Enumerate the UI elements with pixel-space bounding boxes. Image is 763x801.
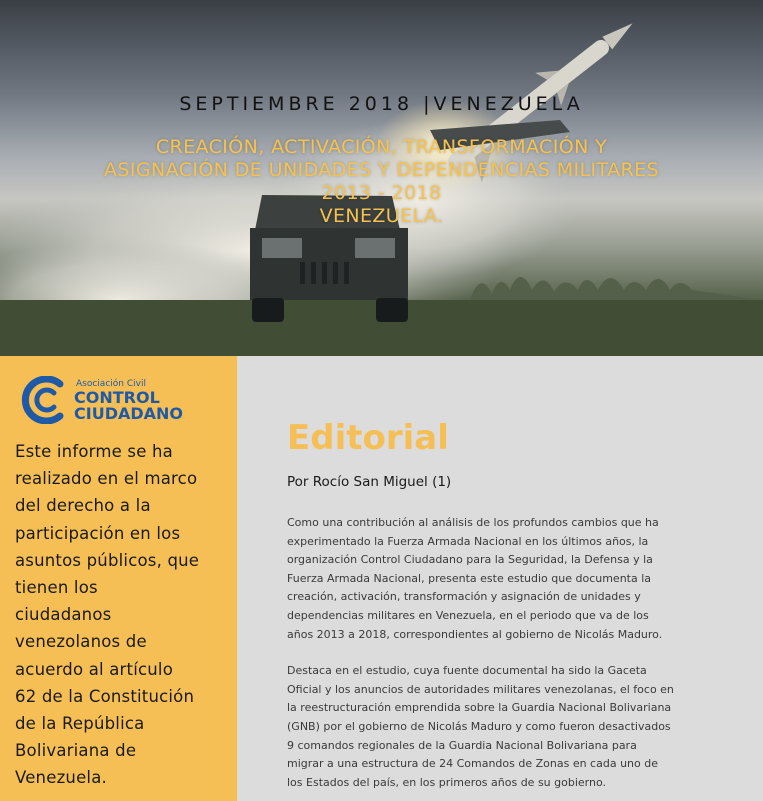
hero-dateline: SEPTIEMBRE 2018 |VENEZUELA <box>179 93 584 115</box>
intro-line: Este informe se ha <box>15 442 173 461</box>
report-title-line: 2013 - 2018 <box>321 182 442 204</box>
organization-logo <box>20 376 220 424</box>
tree-line <box>470 277 763 300</box>
body-line: 9 comandos regionales de la Guardia Nacional Bolivariana para <box>287 738 637 752</box>
intro-line: Bolivariana de <box>15 741 137 761</box>
hero-photo <box>0 0 763 356</box>
editorial-paragraph <box>287 662 749 792</box>
intro-line: de la República <box>15 714 145 734</box>
editorial-paragraph <box>287 514 749 644</box>
logo-name <box>74 390 183 422</box>
report-title <box>0 136 763 228</box>
body-line: (GNB) por el gobierno de Nicolás Maduro y como fueron desactivados <box>287 719 671 733</box>
report-title-line: CREACIÓN, ACTIVACIÓN, TRANSFORMACIÓN Y <box>155 136 608 158</box>
intro-line: del derecho a la <box>15 496 151 516</box>
logo-name-line: CONTROL <box>74 388 160 407</box>
body-line: Oficial y los anuncios de autoridades militares venezolanas, el foco en <box>287 682 674 696</box>
body-line: experimentado la Fuerza Armada Nacional en los últimos años, la <box>287 534 649 548</box>
body-line: dependencias militares en Venezuela, en el periodo que va de los <box>287 608 649 622</box>
control-ciudadano-c-icon <box>20 376 70 424</box>
intro-text <box>15 438 230 792</box>
body-line: los Estados del país, en los primeros años de su gobierno. <box>287 775 606 789</box>
body-line: Destaca en el estudio, cuya fuente documental ha sido la Gaceta <box>287 664 647 678</box>
intro-line: asuntos públicos, que <box>15 550 200 570</box>
body-line: Fuerza Armada Nacional, presenta este estudio que documenta la <box>287 571 652 585</box>
intro-line: tienen los <box>15 578 98 598</box>
author-byline: Por Rocío San Miguel (1) <box>287 474 452 490</box>
intro-line: 62 de la Constitución <box>15 686 195 706</box>
intro-line: participación en los <box>15 523 181 543</box>
report-title-line: VENEZUELA. <box>319 205 444 227</box>
intro-line: Venezuela. <box>15 768 107 788</box>
editorial-heading: Editorial <box>287 418 449 458</box>
logo-name-line: CIUDADANO <box>74 404 184 423</box>
report-title-line: ASIGNACIÓN DE UNIDADES Y DEPENDENCIAS MILITARES <box>104 159 659 181</box>
body-line: la reestructuración emprendida sobre la Guardia Nacional Bolivariana <box>287 701 672 715</box>
intro-line: acuerdo al artículo <box>15 659 173 679</box>
intro-line: venezolanos de <box>15 632 147 652</box>
body-line: migrar a una estructura de 24 Comandos de Zonas en cada uno de <box>287 757 658 771</box>
body-line: años 2013 a 2018, correspondientes al gobierno de Nicolás Maduro. <box>287 627 663 641</box>
intro-line: realizado en el marco <box>15 469 198 489</box>
body-line: creación, activación, transformación y asignación de unidades y <box>287 590 641 604</box>
editorial-body <box>287 514 749 801</box>
sidebar-panel <box>0 356 237 801</box>
body-line: organización Control Ciudadano para la Seguridad, la Defensa y la <box>287 553 653 567</box>
editorial-panel <box>237 356 763 801</box>
body-line: Como una contribución al análisis de los profundos cambios que ha <box>287 516 659 529</box>
logo-subtitle: Asociación Civil <box>76 379 146 389</box>
intro-line: ciudadanos <box>15 605 112 625</box>
